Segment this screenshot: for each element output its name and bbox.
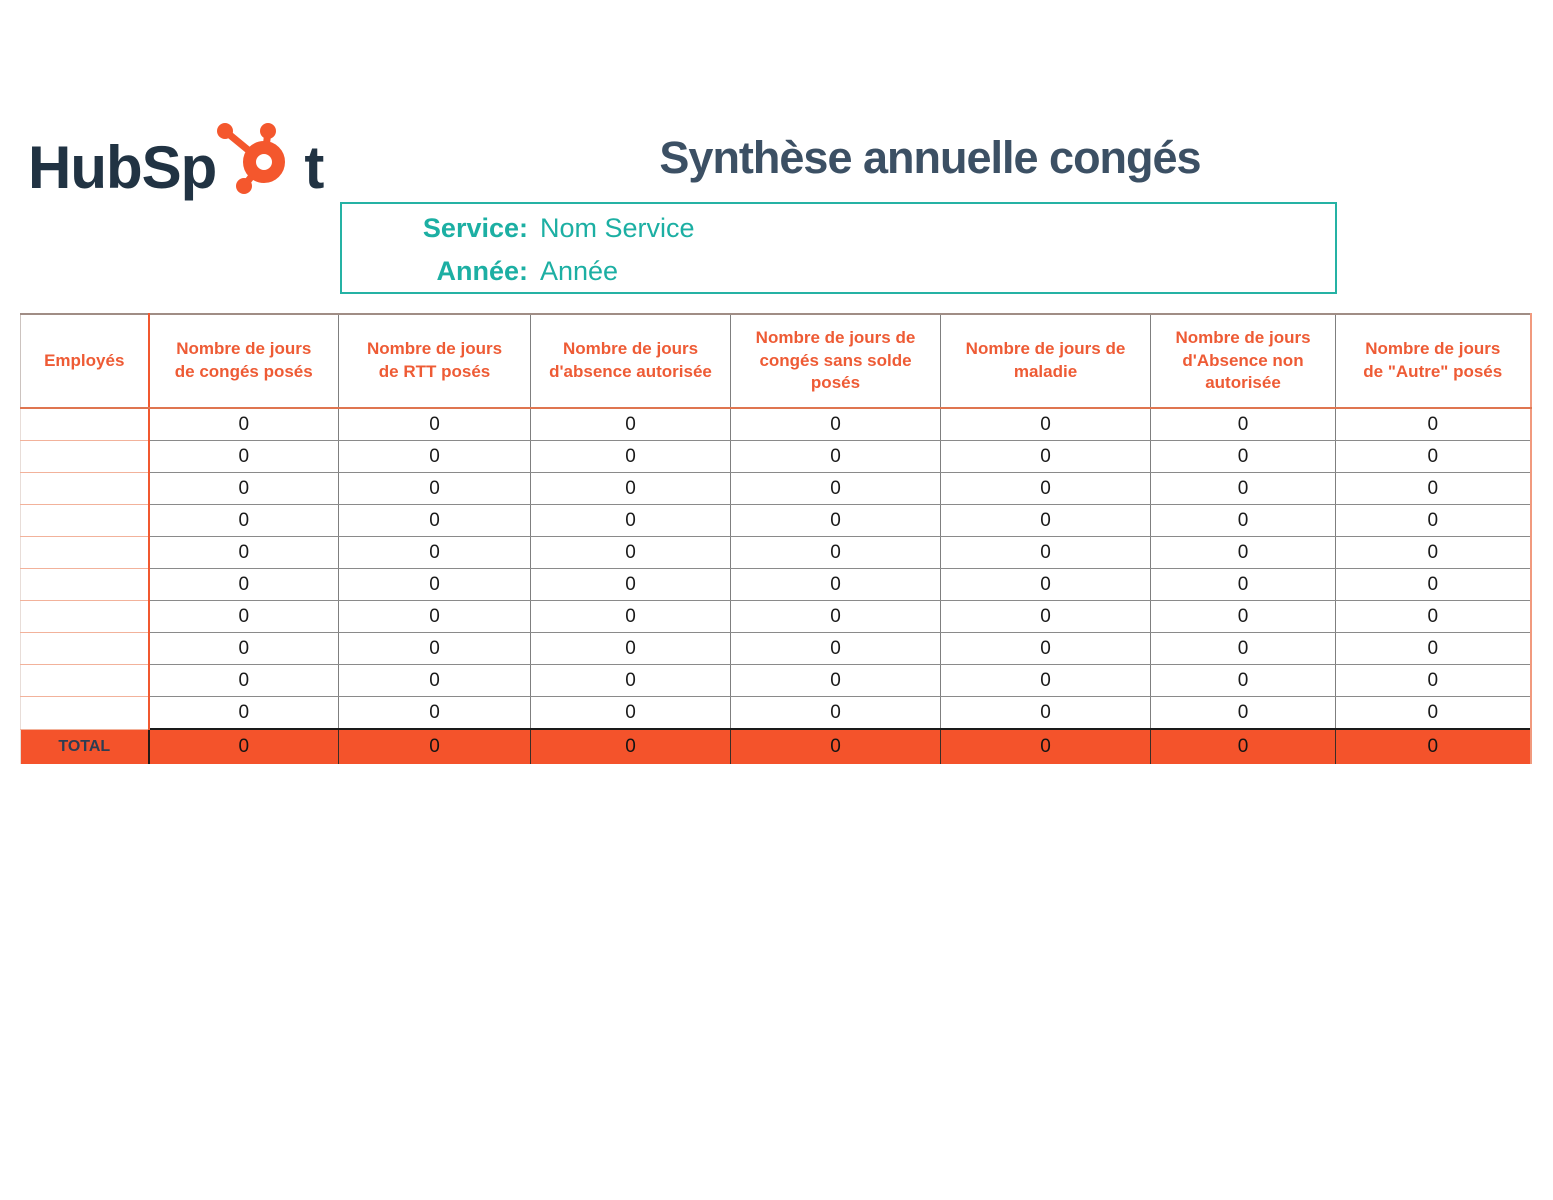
- employee-name-cell: [21, 633, 149, 665]
- value-cell: 0: [339, 441, 531, 473]
- value-cell: 0: [339, 408, 531, 441]
- year-row: [342, 250, 1335, 293]
- total-value-cell: 0: [339, 729, 531, 764]
- value-cell: 0: [149, 665, 339, 697]
- column-header: Nombre de jours de congés sans solde posés: [731, 314, 941, 408]
- employee-name-cell: [21, 473, 149, 505]
- value-cell: 0: [941, 505, 1151, 537]
- value-cell: 0: [941, 601, 1151, 633]
- service-value: Nom Service: [540, 213, 695, 243]
- column-header: Employés: [21, 314, 149, 408]
- value-cell: 0: [531, 569, 731, 601]
- total-label: TOTAL: [21, 729, 149, 764]
- employee-name-cell: [21, 665, 149, 697]
- info-box: [340, 202, 1337, 294]
- value-cell: 0: [941, 473, 1151, 505]
- column-header: Nombre de jours d'Absence non autorisée: [1151, 314, 1336, 408]
- value-cell: 0: [1336, 601, 1531, 633]
- table-row: [21, 537, 1531, 569]
- logo-text-after: t: [304, 134, 324, 201]
- value-cell: 0: [1336, 473, 1531, 505]
- table-row: [21, 473, 1531, 505]
- service-row: [342, 207, 1335, 250]
- leave-summary-table: [20, 313, 1532, 764]
- table-row: [21, 697, 1531, 730]
- value-cell: 0: [149, 697, 339, 730]
- value-cell: 0: [731, 473, 941, 505]
- value-cell: 0: [731, 697, 941, 730]
- value-cell: 0: [731, 633, 941, 665]
- column-header: Nombre de jours de congés posés: [149, 314, 339, 408]
- value-cell: 0: [149, 569, 339, 601]
- table-row: [21, 441, 1531, 473]
- value-cell: 0: [941, 697, 1151, 730]
- total-value-cell: 0: [149, 729, 339, 764]
- value-cell: 0: [149, 537, 339, 569]
- value-cell: 0: [149, 408, 339, 441]
- value-cell: 0: [731, 408, 941, 441]
- column-header: Nombre de jours d'absence autorisée: [531, 314, 731, 408]
- value-cell: 0: [731, 505, 941, 537]
- hubspot-sprocket-icon: [217, 122, 303, 198]
- value-cell: 0: [1151, 441, 1336, 473]
- value-cell: 0: [531, 633, 731, 665]
- value-cell: 0: [941, 537, 1151, 569]
- column-header: Nombre de jours de "Autre" posés: [1336, 314, 1531, 408]
- total-row: [21, 729, 1531, 764]
- employee-name-cell: [21, 569, 149, 601]
- value-cell: 0: [339, 505, 531, 537]
- value-cell: 0: [531, 473, 731, 505]
- value-cell: 0: [1336, 697, 1531, 730]
- service-label: Service:: [422, 213, 528, 243]
- value-cell: 0: [1151, 569, 1336, 601]
- value-cell: 0: [531, 665, 731, 697]
- value-cell: 0: [339, 633, 531, 665]
- value-cell: 0: [339, 569, 531, 601]
- table-row: [21, 569, 1531, 601]
- value-cell: 0: [1151, 697, 1336, 730]
- employee-name-cell: [21, 441, 149, 473]
- value-cell: 0: [149, 473, 339, 505]
- year-label: Année:: [436, 256, 528, 286]
- value-cell: 0: [1336, 408, 1531, 441]
- table-row: [21, 633, 1531, 665]
- value-cell: 0: [1151, 473, 1336, 505]
- value-cell: 0: [731, 441, 941, 473]
- value-cell: 0: [1336, 569, 1531, 601]
- value-cell: 0: [731, 537, 941, 569]
- value-cell: 0: [941, 665, 1151, 697]
- employee-name-cell: [21, 537, 149, 569]
- value-cell: 0: [531, 441, 731, 473]
- value-cell: 0: [531, 537, 731, 569]
- value-cell: 0: [531, 408, 731, 441]
- value-cell: 0: [339, 537, 531, 569]
- total-value-cell: 0: [731, 729, 941, 764]
- value-cell: 0: [531, 601, 731, 633]
- value-cell: 0: [149, 633, 339, 665]
- value-cell: 0: [1336, 441, 1531, 473]
- table-row: [21, 601, 1531, 633]
- year-value: Année: [540, 256, 619, 286]
- employee-name-cell: [21, 505, 149, 537]
- value-cell: 0: [941, 569, 1151, 601]
- value-cell: 0: [531, 505, 731, 537]
- value-cell: 0: [941, 408, 1151, 441]
- value-cell: 0: [149, 601, 339, 633]
- value-cell: 0: [149, 441, 339, 473]
- value-cell: 0: [731, 601, 941, 633]
- value-cell: 0: [731, 569, 941, 601]
- value-cell: 0: [1151, 633, 1336, 665]
- logo-text-before: HubSp: [28, 134, 217, 201]
- total-value-cell: 0: [1151, 729, 1336, 764]
- column-header: Nombre de jours de RTT posés: [339, 314, 531, 408]
- total-value-cell: 0: [1336, 729, 1531, 764]
- page-title: Synthèse annuelle congés: [659, 132, 1201, 183]
- value-cell: 0: [339, 473, 531, 505]
- employee-name-cell: [21, 408, 149, 441]
- value-cell: 0: [339, 697, 531, 730]
- value-cell: 0: [1336, 505, 1531, 537]
- value-cell: 0: [1151, 408, 1336, 441]
- value-cell: 0: [1336, 665, 1531, 697]
- table-row: [21, 505, 1531, 537]
- value-cell: 0: [1336, 633, 1531, 665]
- value-cell: 0: [731, 665, 941, 697]
- total-value-cell: 0: [941, 729, 1151, 764]
- value-cell: 0: [1151, 601, 1336, 633]
- value-cell: 0: [1151, 665, 1336, 697]
- value-cell: 0: [941, 441, 1151, 473]
- value-cell: 0: [149, 505, 339, 537]
- hubspot-logo: [28, 122, 324, 201]
- total-value-cell: 0: [531, 729, 731, 764]
- table-header-row: [21, 314, 1531, 408]
- table-row: [21, 408, 1531, 441]
- value-cell: 0: [1151, 505, 1336, 537]
- employee-name-cell: [21, 601, 149, 633]
- value-cell: 0: [1336, 537, 1531, 569]
- value-cell: 0: [339, 665, 531, 697]
- value-cell: 0: [1151, 537, 1336, 569]
- value-cell: 0: [941, 633, 1151, 665]
- table-row: [21, 665, 1531, 697]
- value-cell: 0: [339, 601, 531, 633]
- value-cell: 0: [531, 697, 731, 730]
- employee-name-cell: [21, 697, 149, 730]
- column-header: Nombre de jours de maladie: [941, 314, 1151, 408]
